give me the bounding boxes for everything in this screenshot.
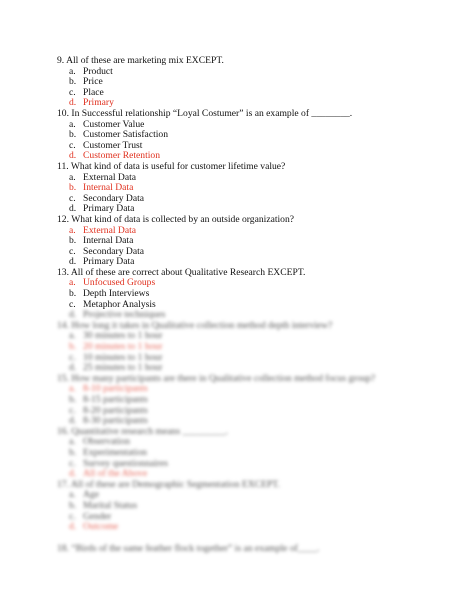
question-text: 10. In Successful relationship “Loyal Costumer” is an example of ________. — [57, 107, 353, 119]
option-letter: c. — [69, 245, 76, 257]
option-letter: d. — [69, 521, 77, 533]
option-text: Age — [83, 489, 99, 501]
option-letter: b. — [69, 76, 77, 88]
option-text: Primary — [83, 97, 114, 109]
option-text: 8-15 participants — [83, 394, 148, 405]
question-text: 17. All of these are Demographic Segmentation EXCEPT. — [57, 478, 280, 490]
question-block — [57, 321, 457, 374]
option-letter: c. — [69, 86, 76, 98]
option-letter: a. — [69, 224, 76, 236]
question-list — [57, 56, 457, 554]
question-block — [57, 480, 457, 533]
question-block — [57, 109, 457, 162]
option-letter: a. — [69, 489, 76, 501]
option-letter: a. — [69, 118, 76, 130]
answer-option — [57, 77, 457, 88]
option-text: Experimentation — [83, 446, 147, 458]
option-letter: d. — [69, 309, 77, 321]
question-text: 12. What kind of data is collected by an outside organization? — [57, 213, 295, 225]
question-block — [57, 162, 457, 215]
option-text: All of the Above — [83, 468, 148, 480]
answer-option — [57, 501, 457, 512]
option-text: Customer Trust — [83, 139, 143, 151]
option-letter: b. — [69, 129, 77, 141]
option-letter: a. — [69, 383, 76, 395]
option-text: Primary Data — [83, 256, 135, 268]
option-text: Customer Retention — [83, 150, 161, 162]
question-text: 14. How long it takes in Qualitative collection method depth interview? — [57, 319, 333, 331]
question-text: 15. How many participants are there in Qualitative collection method focus group? — [57, 372, 376, 384]
option-text: Primary Data — [83, 203, 135, 215]
option-letter: b. — [69, 341, 77, 353]
option-text: External Data — [83, 224, 137, 236]
answer-option — [57, 67, 457, 78]
option-letter: d. — [69, 362, 77, 374]
option-text: Observation — [83, 436, 130, 448]
option-text: Depth Interviews — [83, 288, 150, 300]
option-text: Gender — [83, 510, 112, 522]
option-letter: c. — [69, 139, 76, 151]
question-block — [57, 427, 457, 480]
option-letter: c. — [69, 404, 76, 416]
option-text: Customer Satisfaction — [83, 129, 168, 141]
option-letter: c. — [69, 298, 76, 310]
option-text: 8-20 participants — [83, 404, 148, 416]
option-text: Internal Data — [83, 235, 134, 247]
option-letter: b. — [69, 446, 77, 458]
option-text: 30 minutes to 1 hour — [83, 330, 163, 342]
option-text: Product — [83, 65, 113, 77]
option-letter: d. — [69, 150, 77, 162]
option-text: 8-10 participants — [83, 383, 148, 395]
option-text: Metaphor Analysis — [83, 298, 156, 310]
question-block — [57, 215, 457, 268]
option-letter: b. — [69, 182, 77, 194]
option-letter: a. — [69, 65, 76, 77]
option-letter: a. — [69, 277, 76, 289]
option-letter: b. — [69, 235, 77, 247]
option-text: Secondary Data — [83, 245, 145, 257]
option-text: External Data — [83, 171, 137, 183]
option-letter: d. — [69, 415, 77, 427]
question-text: 9. All of these are marketing mix EXCEPT. — [57, 55, 224, 66]
option-text: 10 minutes to 1 hour — [83, 351, 163, 363]
question-block — [57, 56, 457, 109]
correct-answer-option — [57, 522, 457, 533]
option-letter: c. — [69, 192, 76, 204]
option-text: Projective techniques — [83, 309, 166, 321]
question-text: 16. Quantitative research means _________. — [57, 425, 229, 437]
option-text: Survey questionnaires — [83, 457, 168, 469]
option-text: Customer Value — [83, 118, 145, 130]
option-text: Place — [83, 86, 104, 98]
answer-option — [57, 88, 457, 99]
option-letter: d. — [69, 468, 77, 480]
option-letter: d. — [69, 203, 77, 215]
option-letter: d. — [69, 97, 77, 109]
question-text: 13. All of these are correct about Qualitative Research EXCEPT. — [57, 266, 306, 278]
question-block — [57, 268, 457, 321]
option-text: Price — [83, 76, 103, 88]
option-text: Outcome — [83, 521, 119, 533]
option-text: Marital Status — [83, 499, 138, 511]
option-letter: b. — [69, 499, 77, 511]
option-text: Internal Data — [83, 182, 134, 194]
option-text: Secondary Data — [83, 192, 145, 204]
question-block — [57, 374, 457, 427]
option-letter: b. — [69, 394, 77, 405]
option-letter: c. — [69, 457, 76, 469]
option-letter: a. — [69, 330, 76, 342]
option-letter: a. — [69, 436, 76, 448]
option-text: 25 minutes to 1 hour — [83, 362, 163, 374]
option-text: 20 minutes to 1 hour — [83, 341, 163, 353]
option-text: 8-30 participants — [83, 415, 148, 427]
option-letter: b. — [69, 288, 77, 300]
option-letter: d. — [69, 256, 77, 268]
question-text: 11. What kind of data is useful for customer lifetime value? — [57, 160, 286, 172]
option-text: Unfocused Groups — [83, 277, 156, 289]
option-letter: a. — [69, 171, 76, 183]
option-letter: c. — [69, 351, 76, 363]
trailing-question-text: 18. “Birds of the same feather flock together” is an example of____. — [57, 542, 320, 554]
option-letter: c. — [69, 510, 76, 522]
